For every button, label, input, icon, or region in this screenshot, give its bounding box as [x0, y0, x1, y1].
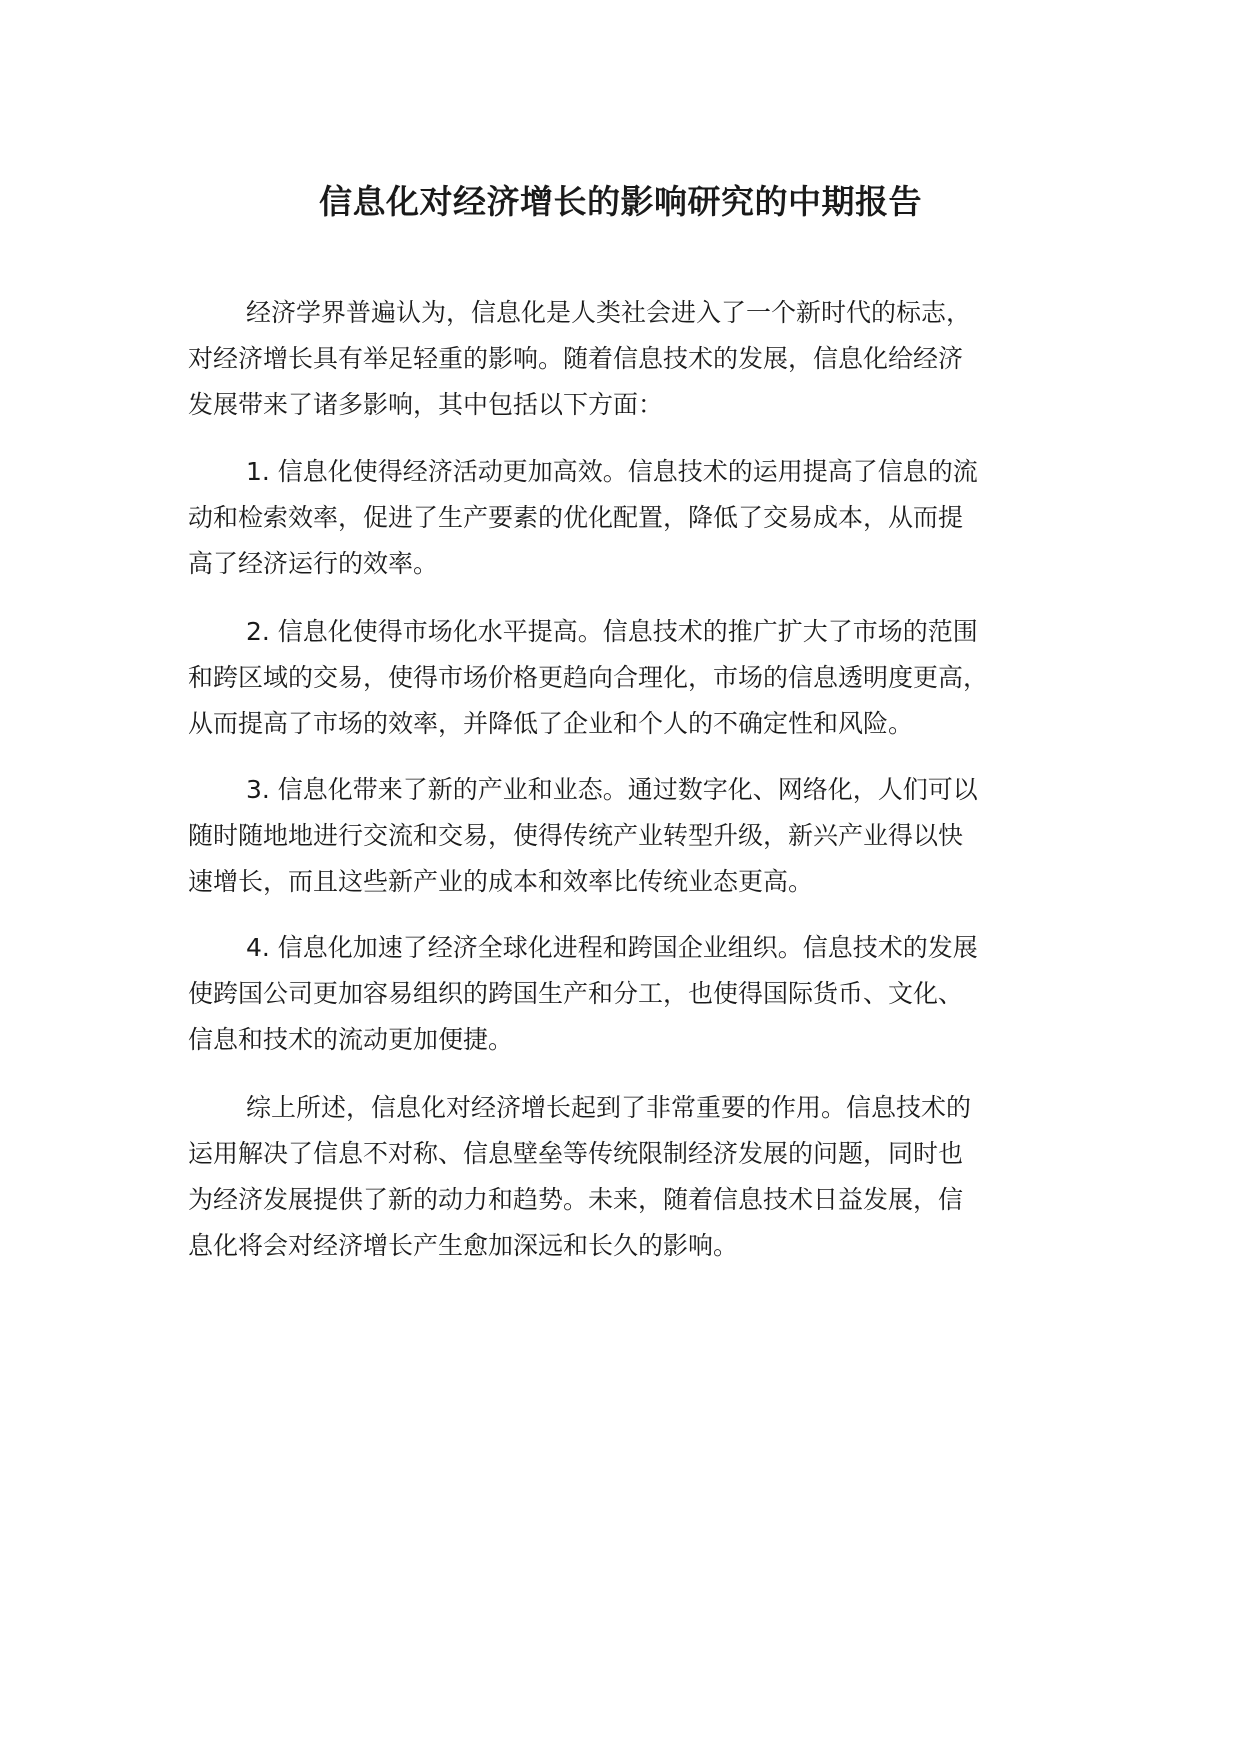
document-title: 信息化对经济增长的影响研究的中期报告	[319, 182, 922, 221]
paragraph-line: 2. 信息化使得市场化水平提高。信息技术的推广扩大了市场的范围	[246, 617, 978, 646]
paragraph-line: 为经济发展提供了新的动力和趋势。未来，随着信息技术日益发展，信	[188, 1185, 964, 1214]
point-4-paragraph	[188, 925, 1088, 1063]
point-3-paragraph	[188, 767, 1088, 905]
paragraph-line: 息化将会对经济增长产生愈加深远和长久的影响。	[188, 1231, 739, 1260]
point-1-paragraph	[188, 449, 1088, 587]
paragraph-line: 对经济增长具有举足轻重的影响。随着信息技术的发展，信息化给经济	[188, 344, 964, 373]
point-2-paragraph	[188, 609, 1088, 747]
paragraph-line: 1. 信息化使得经济活动更加高效。信息技术的运用提高了信息的流	[246, 457, 978, 486]
paragraph-line: 3. 信息化带来了新的产业和业态。通过数字化、网络化，人们可以	[246, 775, 978, 804]
paragraph-line: 速增长，而且这些新产业的成本和效率比传统业态更高。	[188, 867, 814, 896]
conclusion-paragraph	[188, 1085, 1088, 1269]
paragraph-line: 发展带来了诸多影响，其中包括以下方面：	[188, 390, 664, 419]
paragraph-line: 信息和技术的流动更加便捷。	[188, 1025, 514, 1054]
paragraph-line: 高了经济运行的效率。	[188, 549, 439, 578]
paragraph-line: 经济学界普遍认为，信息化是人类社会进入了一个新时代的标志，	[246, 298, 972, 327]
paragraph-line: 动和检索效率，促进了生产要素的优化配置，降低了交易成本，从而提	[188, 503, 964, 532]
paragraph-line: 使跨国公司更加容易组织的跨国生产和分工，也使得国际货币、文化、	[188, 979, 964, 1008]
paragraph-line: 和跨区域的交易，使得市场价格更趋向合理化，市场的信息透明度更高，	[188, 663, 989, 692]
paragraph-line: 从而提高了市场的效率，并降低了企业和个人的不确定性和风险。	[188, 709, 914, 738]
paragraph-line: 综上所述，信息化对经济增长起到了非常重要的作用。信息技术的	[246, 1093, 972, 1122]
intro-paragraph	[188, 290, 1088, 428]
paragraph-line: 随时随地地进行交流和交易，使得传统产业转型升级，新兴产业得以快	[188, 821, 964, 850]
paragraph-line: 4. 信息化加速了经济全球化进程和跨国企业组织。信息技术的发展	[246, 933, 978, 962]
paragraph-line: 运用解决了信息不对称、信息壁垒等传统限制经济发展的问题，同时也	[188, 1139, 964, 1168]
